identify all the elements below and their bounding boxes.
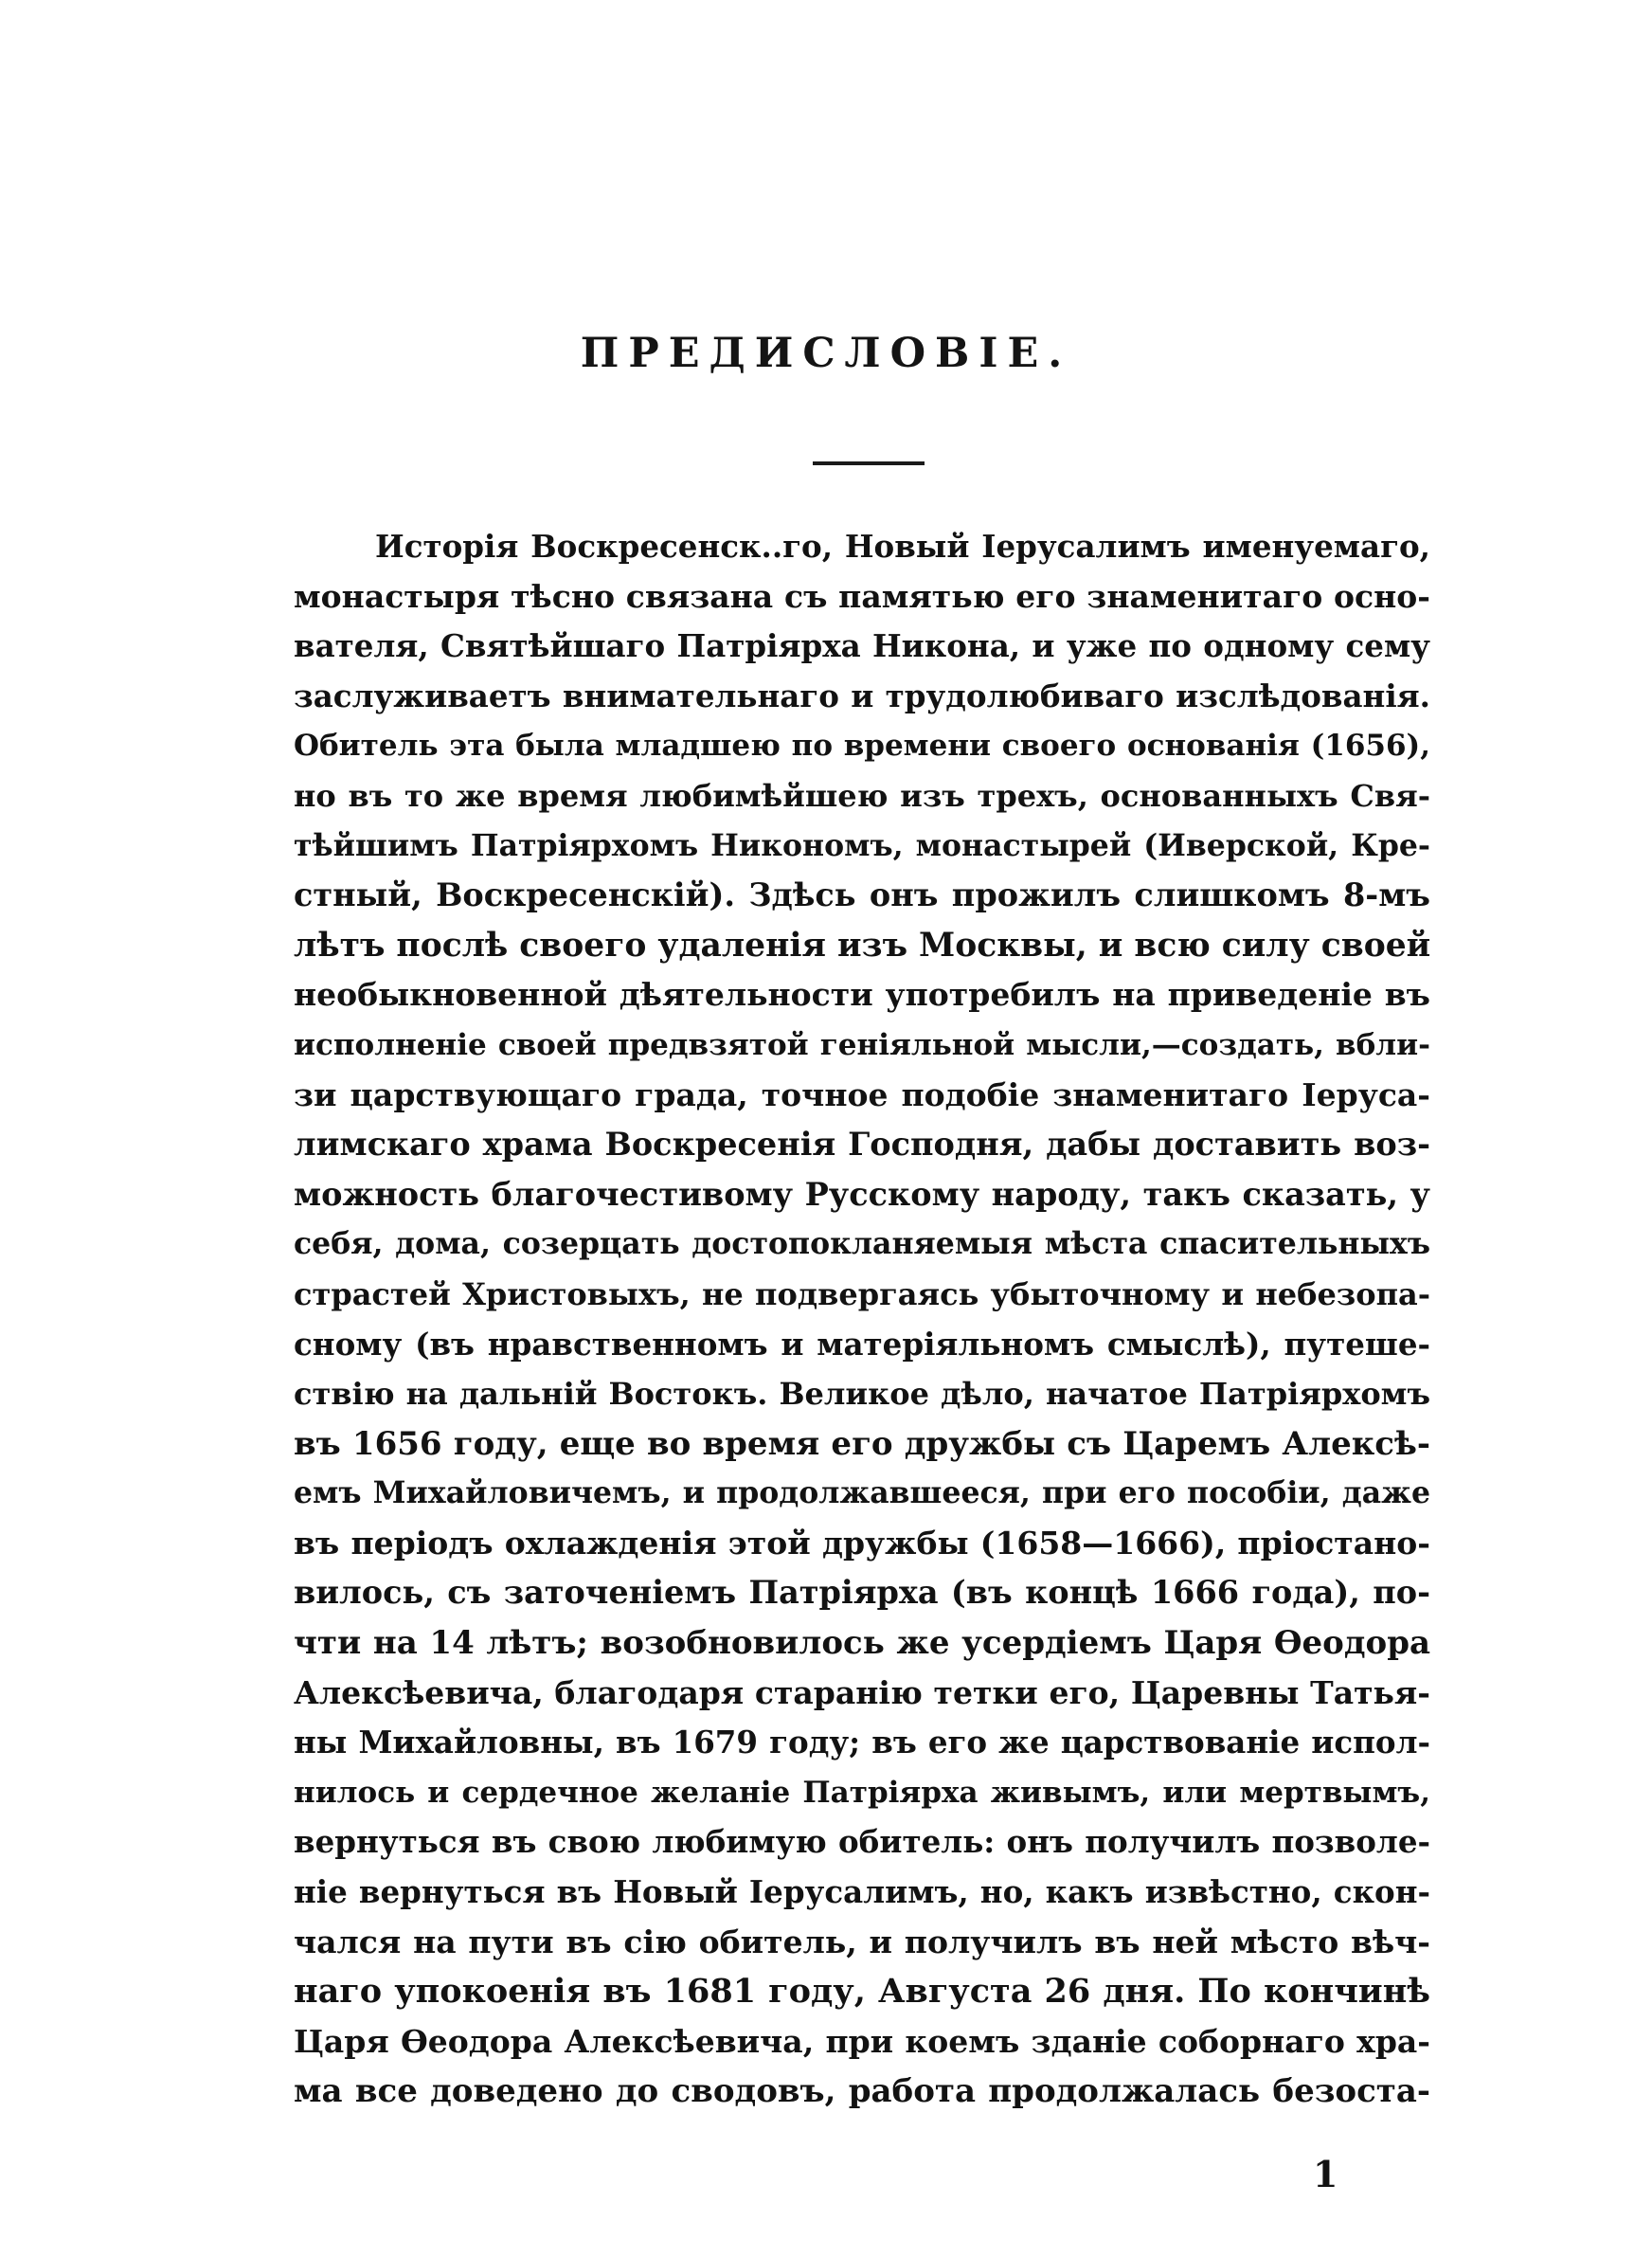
text-line: зи царствующаго града, точное подобіе знаменитаго Іеруса- — [294, 1075, 1430, 1113]
body-text — [294, 522, 1430, 2117]
text-line: стный, Воскресенскій). Здѣсь онъ прожилъ слишкомъ 8-мъ — [294, 876, 1430, 914]
text-line: вателя, Святѣйшаго Патріярха Никона, и уже по одному сему — [294, 627, 1430, 665]
text-line: тѣйшимъ Патріярхомъ Никономъ, монастырей (Иверской, Кре- — [294, 827, 1430, 863]
text-line: Царя Өеодора Алексѣевича, при коемъ зданіе соборнаго хра- — [294, 2022, 1430, 2060]
text-line: Обитель эта была младшею по времени своего основанія (1656), — [294, 729, 1430, 764]
text-line: нилось и сердечное желаніе Патріярха живымъ, или мертвымъ, — [294, 1775, 1430, 1810]
text-line: исполненіе своей предвзятой геніяльной мысли,—создать, вбли- — [294, 1027, 1430, 1062]
text-line: ны Михайловны, въ 1679 году; въ его же царствованіе испол- — [294, 1724, 1430, 1761]
text-line: но въ то же время любимѣйшею изъ трехъ, основанныхъ Свя- — [294, 777, 1430, 814]
text-line: страстей Христовыхъ, не подвергаясь убыточному и небезопа- — [294, 1275, 1430, 1312]
text-line: ствію на дальній Востокъ. Великое дѣло, начатое Патріярхомъ — [294, 1376, 1430, 1413]
text-line: лимскаго храма Воскресенія Господня, дабы доставить воз- — [294, 1126, 1430, 1164]
text-line: чался на пути въ сію обитель, и получилъ въ ней мѣсто вѣч- — [294, 1923, 1430, 1960]
text-line: вилось, съ заточеніемъ Патріярха (въ концѣ 1666 года), по- — [294, 1574, 1430, 1612]
text-line: въ періодъ охлажденія этой дружбы (1658—1666), пріостано- — [294, 1524, 1430, 1562]
text-line: ма все доведено до сводовъ, работа продолжалась безоста- — [294, 2072, 1430, 2111]
page-title: ПРЕДИСЛОВIЕ. — [580, 330, 1072, 377]
text-line: вернуться въ свою любимую обитель: онъ получилъ позволе- — [294, 1823, 1430, 1861]
text-line: себя, дома, созерцать достопокланяемыя мѣста спасительныхъ — [294, 1226, 1430, 1262]
text-line: чти на 14 лѣтъ; возобновилось же усердіемъ Царя Өеодора — [294, 1624, 1430, 1663]
text-line: Исторія Воскресенск..го, Новый Іерусалимъ именуемаго, — [375, 528, 1430, 565]
text-line: наго упокоенія въ 1681 году, Августа 26 дня. По кончинѣ — [294, 1972, 1430, 2012]
title-rule — [813, 461, 925, 465]
text-line: емъ Михайловичемъ, и продолжавшееся, при его пособіи, даже — [294, 1475, 1430, 1511]
page-number: 1 — [1313, 2153, 1338, 2195]
text-line: въ 1656 году, еще во время его дружбы съ Царемъ Алексѣ- — [294, 1424, 1430, 1463]
text-line: Алексѣевича, благодаря старанію тетки его, Царевны Татья- — [294, 1673, 1430, 1711]
text-line: ніе вернуться въ Новый Іерусалимъ, но, какъ извѣстно, скон- — [294, 1873, 1430, 1911]
text-line: монастыря тѣсно связана съ памятью его знаменитаго осно- — [294, 577, 1430, 615]
text-line: можность благочестивому Русскому народу, такъ сказать, у — [294, 1175, 1430, 1213]
text-line: лѣтъ послѣ своего удаленія изъ Москвы, и всю силу своей — [294, 926, 1431, 965]
text-line: сному (въ нравственномъ и матеріяльномъ смыслѣ), путеше- — [294, 1325, 1430, 1363]
text-line: заслуживаетъ внимательнаго и трудолюбиваго изслѣдованія. — [294, 677, 1430, 714]
text-line: необыкновенной дѣятельности употребилъ на приведеніе въ — [294, 976, 1430, 1014]
